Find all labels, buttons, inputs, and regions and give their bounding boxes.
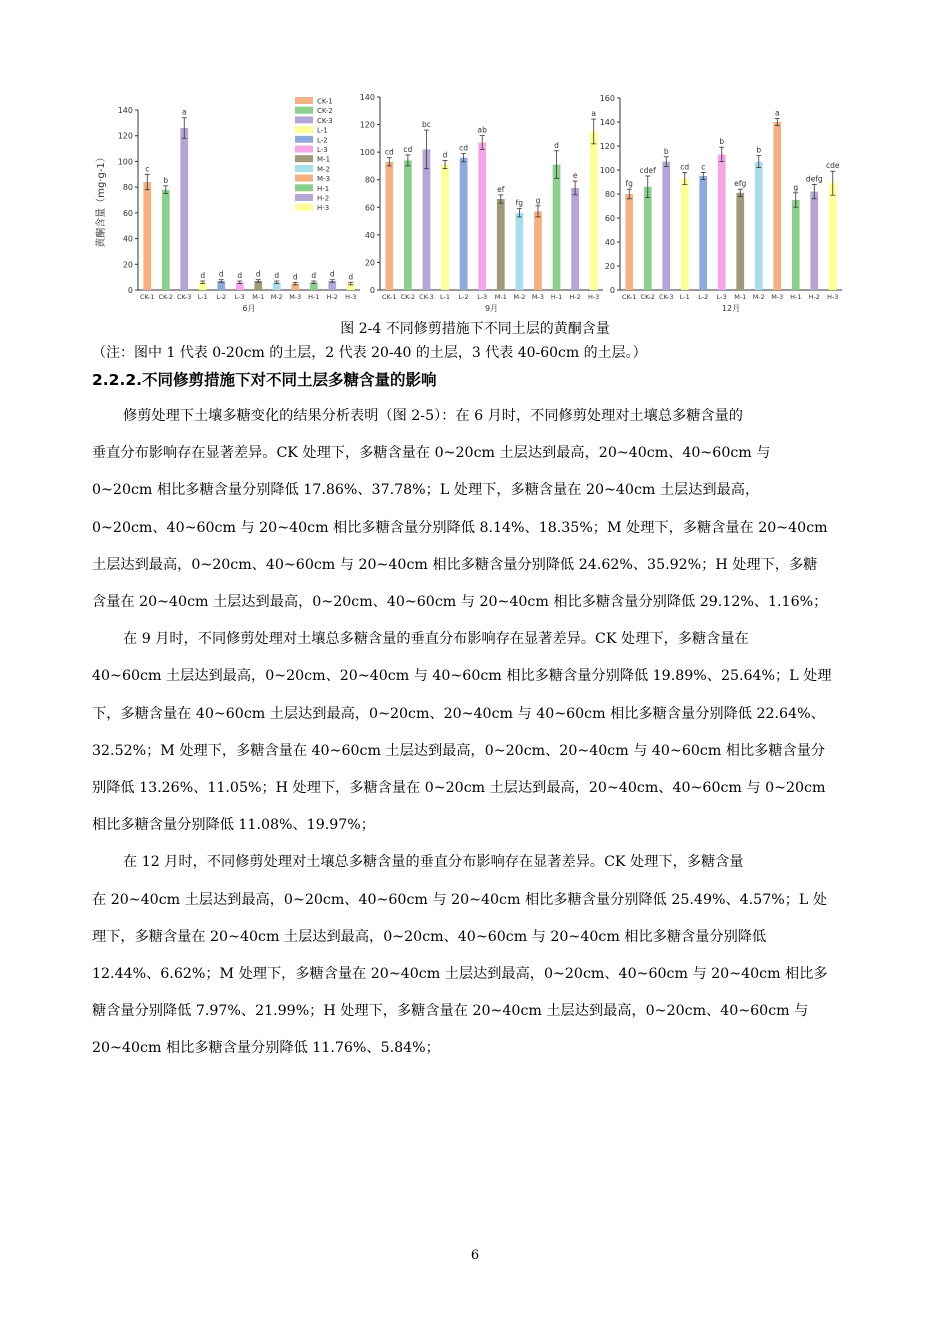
legend-label: CK-2 [317, 107, 333, 116]
bar [590, 131, 598, 290]
figure-note: （注：图中 1 代表 0-20cm 的土层，2 代表 20-40 的土层，3 代表 40-60cm 的土层。） [92, 345, 647, 361]
significance-letter: c [701, 162, 706, 172]
legend-label: M-3 [317, 175, 331, 184]
significance-letter: c [145, 164, 150, 174]
legend-swatch [295, 107, 313, 114]
significance-letter: fg [515, 198, 524, 208]
y-tick-label: 40 [122, 234, 133, 244]
text-line: 0~20cm、40~60cm 与 20~40cm 相比多糖含量分别降低 8.14%、18.35%；M 处理下，多糖含量在 20~40cm [92, 519, 828, 536]
legend-label: H-3 [317, 204, 330, 213]
bar [792, 200, 800, 290]
x-tick-label: H-3 [827, 293, 839, 301]
bar [478, 142, 486, 290]
legend-swatch [295, 204, 313, 211]
legend-swatch [295, 155, 313, 162]
bar [810, 192, 818, 290]
bar [497, 199, 505, 290]
y-tick-label: 0 [369, 286, 375, 295]
significance-letter: d [442, 150, 448, 160]
y-tick-label: 0 [609, 286, 615, 295]
significance-letter: g [793, 182, 799, 192]
significance-letter: b [756, 145, 762, 155]
bar [404, 160, 412, 290]
legend-swatch [295, 146, 313, 153]
bar [625, 194, 633, 290]
text-line: 土层达到最高，0~20cm、40~60cm 与 20~40cm 相比多糖含量分别降低 24.62%、35.92%；H 处理下，多糖 [92, 556, 818, 573]
text-line: 在 12 月时，不同修剪处理对土壤总多糖含量的垂直分布影响存在显著差异。CK 处理下，多糖含量 [123, 854, 744, 871]
x-tick-label: L-3 [234, 293, 245, 301]
y-tick-label: 40 [604, 238, 615, 247]
legend-label: L-3 [317, 146, 328, 154]
y-tick-label: 20 [364, 258, 375, 268]
significance-letter: efg [734, 179, 747, 189]
y-tick-label: 60 [604, 214, 615, 223]
legend-swatch [295, 97, 313, 104]
legend-label: CK-1 [317, 97, 333, 106]
significance-letter: ef [497, 184, 505, 194]
x-tick-label: M-3 [289, 293, 302, 301]
significance-letter: d [218, 269, 224, 279]
x-tick-label: L-2 [216, 293, 227, 301]
significance-letter: b [163, 175, 169, 185]
x-tick-label: L-1 [197, 293, 208, 301]
x-tick-label: H-1 [550, 293, 563, 301]
significance-letter: cd [403, 144, 413, 154]
text-line: 在 20~40cm 土层达到最高，0~20cm、40~60cm 与 20~40cm 相比多糖含量分别降低 25.49%、4.57%；L 处 [92, 891, 828, 908]
significance-letter: cd [680, 162, 690, 172]
x-tick-label: M-3 [531, 293, 545, 301]
x-tick-label: CK-3 [419, 293, 434, 301]
x-tick-label: CK-2 [400, 293, 416, 301]
x-axis-label: 6月 [242, 304, 256, 313]
bar [736, 193, 744, 290]
significance-letter: d [554, 140, 559, 150]
significance-letter: a [774, 108, 780, 118]
x-tick-label: M-1 [734, 293, 747, 301]
significance-letter: g [535, 195, 541, 205]
figure-2-4 [80, 80, 870, 325]
paragraph-2 [92, 621, 862, 844]
y-tick-label: 60 [364, 203, 375, 213]
x-tick-label: M-2 [752, 293, 765, 301]
significance-letter: cd [384, 147, 394, 157]
x-tick-label: H-3 [588, 293, 600, 301]
bar [534, 211, 542, 290]
text-line: 40~60cm 土层达到最高，0~20cm、20~40cm 与 40~60cm 相比多糖含量分别降低 19.89%、25.64%；L 处理 [92, 668, 832, 685]
bar [681, 178, 689, 290]
significance-letter: bc [422, 120, 431, 130]
significance-letter: a [591, 109, 597, 119]
significance-letter: d [292, 272, 298, 282]
legend-label: H-1 [317, 184, 330, 193]
y-tick-label: 140 [117, 106, 133, 115]
y-axis-label: 黄酮含量（mg·g-1） [96, 152, 107, 248]
x-tick-label: CK-2 [640, 293, 656, 301]
paragraph-3 [92, 844, 862, 1067]
y-tick-label: 120 [599, 142, 615, 151]
bar [423, 149, 431, 290]
text-line: 含量在 20~40cm 土层达到最高，0~20cm、40~60cm 与 20~40cm 相比多糖含量分别降低 29.12%、1.16%； [92, 594, 828, 611]
x-tick-label: H-1 [308, 293, 320, 301]
bar [143, 182, 151, 290]
bar [515, 213, 523, 290]
x-tick-label: H-3 [345, 293, 357, 301]
y-tick-label: 100 [117, 157, 133, 167]
y-tick-label: 80 [364, 175, 375, 185]
bar [385, 162, 393, 290]
text-line: 下，多糖含量在 40~60cm 土层达到最高，0~20cm、20~40cm 与 40~60cm 相比多糖含量分别降低 22.64%、 [92, 705, 825, 722]
legend-swatch [295, 136, 313, 143]
bar [180, 128, 188, 290]
y-tick-label: 120 [359, 120, 375, 130]
text-line: 0~20cm 相比多糖含量分别降低 17.86%、37.78%；L 处理下，多糖含量在 20~40cm 土层达到最高， [92, 482, 760, 499]
paragraph-1 [92, 398, 862, 621]
y-tick-label: 120 [117, 131, 133, 141]
significance-letter: cde [826, 161, 840, 171]
significance-letter: defg [805, 174, 823, 184]
x-tick-label: L-1 [440, 293, 451, 301]
section-heading: 2.2.2.不同修剪措施下对不同土层多糖含量的影响 [92, 371, 437, 389]
text-line: 别降低 13.26%、11.05%；H 处理下，多糖含量在 0~20cm 土层达到最高，20~40cm、40~60cm 与 0~20cm [92, 780, 826, 797]
x-tick-label: L-3 [716, 293, 727, 301]
y-tick-label: 20 [122, 260, 133, 270]
significance-letter: cdef [639, 166, 656, 175]
bar [162, 190, 170, 290]
legend-label: L-1 [317, 126, 328, 135]
legend-label: H-2 [317, 194, 330, 203]
legend-swatch [295, 116, 313, 123]
x-tick-label: M-1 [494, 293, 507, 301]
text-line: 12.44%、6.62%；M 处理下，多糖含量在 20~40cm 土层达到最高，0~20cm、40~60cm 与 20~40cm 相比多 [92, 966, 828, 983]
x-tick-label: CK-3 [176, 293, 192, 301]
legend-swatch [295, 165, 313, 172]
text-line: 相比多糖含量分别降低 11.08%、19.97%； [92, 817, 375, 834]
y-tick-label: 60 [122, 208, 133, 218]
x-tick-label: L-3 [477, 293, 488, 301]
significance-letter: fg [625, 179, 633, 189]
significance-letter: d [311, 271, 317, 280]
significance-letter: d [255, 269, 261, 279]
x-tick-label: H-2 [569, 293, 581, 301]
significance-letter: d [329, 269, 335, 279]
bar [699, 176, 707, 290]
text-line: 20~40cm 相比多糖含量分别降低 11.76%、5.84%； [92, 1040, 440, 1057]
text-line: 理下，多糖含量在 20~40cm 土层达到最高，0~20cm、40~60cm 与 20~40cm 相比多糖含量分别降低 [92, 928, 767, 945]
legend-swatch [295, 175, 313, 182]
bar [662, 162, 670, 290]
y-tick-label: 160 [599, 94, 615, 103]
legend-label: M-1 [317, 155, 331, 164]
x-tick-label: L-2 [698, 293, 709, 301]
significance-letter: e [572, 171, 578, 181]
legend-label: M-2 [317, 165, 331, 174]
x-tick-label: M-2 [270, 293, 283, 301]
bar [773, 122, 781, 290]
y-tick-label: 80 [604, 190, 615, 199]
x-tick-label: H-2 [808, 293, 820, 301]
y-tick-label: 140 [359, 93, 375, 102]
bar [755, 162, 763, 290]
legend-swatch [295, 126, 313, 133]
legend-label: CK-3 [317, 116, 333, 125]
x-tick-label: M-3 [771, 293, 784, 301]
text-line: 在 9 月时，不同修剪处理对土壤总多糖含量的垂直分布影响存在显著差异。CK 处理下，多糖含量在 [123, 631, 749, 648]
text-line: 修剪处理下土壤多糖变化的结果分析表明（图 2-5）：在 6 月时，不同修剪处理对土壤总多糖含量的 [123, 408, 743, 424]
x-tick-label: CK-3 [658, 293, 674, 301]
y-tick-label: 80 [122, 183, 133, 193]
text-line: 垂直分布影响存在显著差异。CK 处理下，多糖含量在 0~20cm 土层达到最高，20~40cm、40~60cm 与 [92, 445, 771, 462]
significance-letter: b [719, 137, 725, 147]
bar [571, 188, 579, 290]
bar [553, 165, 561, 290]
x-tick-label: L-2 [458, 293, 469, 301]
x-tick-label: CK-1 [381, 293, 397, 301]
y-tick-label: 20 [604, 262, 615, 271]
text-line: 32.52%；M 处理下，多糖含量在 40~60cm 土层达到最高，0~20cm、20~40cm 与 40~60cm 相比多糖含量分 [92, 742, 826, 759]
figure-caption: 图 2-4 不同修剪措施下不同土层的黄酮含量 [340, 321, 610, 337]
y-tick-label: 0 [127, 286, 133, 295]
bar [718, 154, 726, 290]
page-number: 6 [470, 1248, 480, 1263]
y-tick-label: 140 [599, 118, 615, 127]
x-axis-label: 9月 [484, 304, 499, 313]
y-tick-label: 100 [359, 148, 375, 158]
x-tick-label: H-1 [790, 293, 802, 301]
x-tick-label: CK-2 [158, 293, 174, 301]
legend-label: L-2 [317, 136, 328, 145]
x-axis-label: 12月 [721, 304, 741, 313]
significance-letter: d [237, 271, 243, 280]
x-tick-label: L-1 [679, 293, 690, 301]
x-tick-label: M-2 [513, 293, 526, 301]
bar [829, 183, 837, 290]
y-tick-label: 40 [364, 230, 375, 240]
bar-chart-panels [80, 80, 870, 325]
x-tick-label: M-1 [252, 293, 265, 301]
x-tick-label: CK-1 [139, 293, 155, 301]
significance-letter: cd [459, 143, 469, 153]
bar [644, 187, 652, 290]
significance-letter: d [200, 271, 206, 280]
bar [460, 158, 468, 290]
significance-letter: d [274, 271, 280, 280]
significance-letter: d [348, 272, 354, 282]
legend-swatch [295, 194, 313, 201]
x-tick-label: CK-1 [621, 293, 637, 301]
x-tick-label: H-2 [326, 293, 338, 301]
significance-letter: a [181, 107, 187, 117]
legend-swatch [295, 184, 313, 191]
significance-letter: b [663, 146, 669, 156]
bar [441, 165, 449, 290]
body-text [92, 398, 862, 1068]
text-line: 糖含量分别降低 7.97%、21.99%；H 处理下，多糖含量在 20~40cm 土层达到最高，0~20cm、40~60cm 与 [92, 1003, 809, 1020]
significance-letter: ab [477, 125, 487, 135]
y-tick-label: 100 [599, 166, 615, 175]
